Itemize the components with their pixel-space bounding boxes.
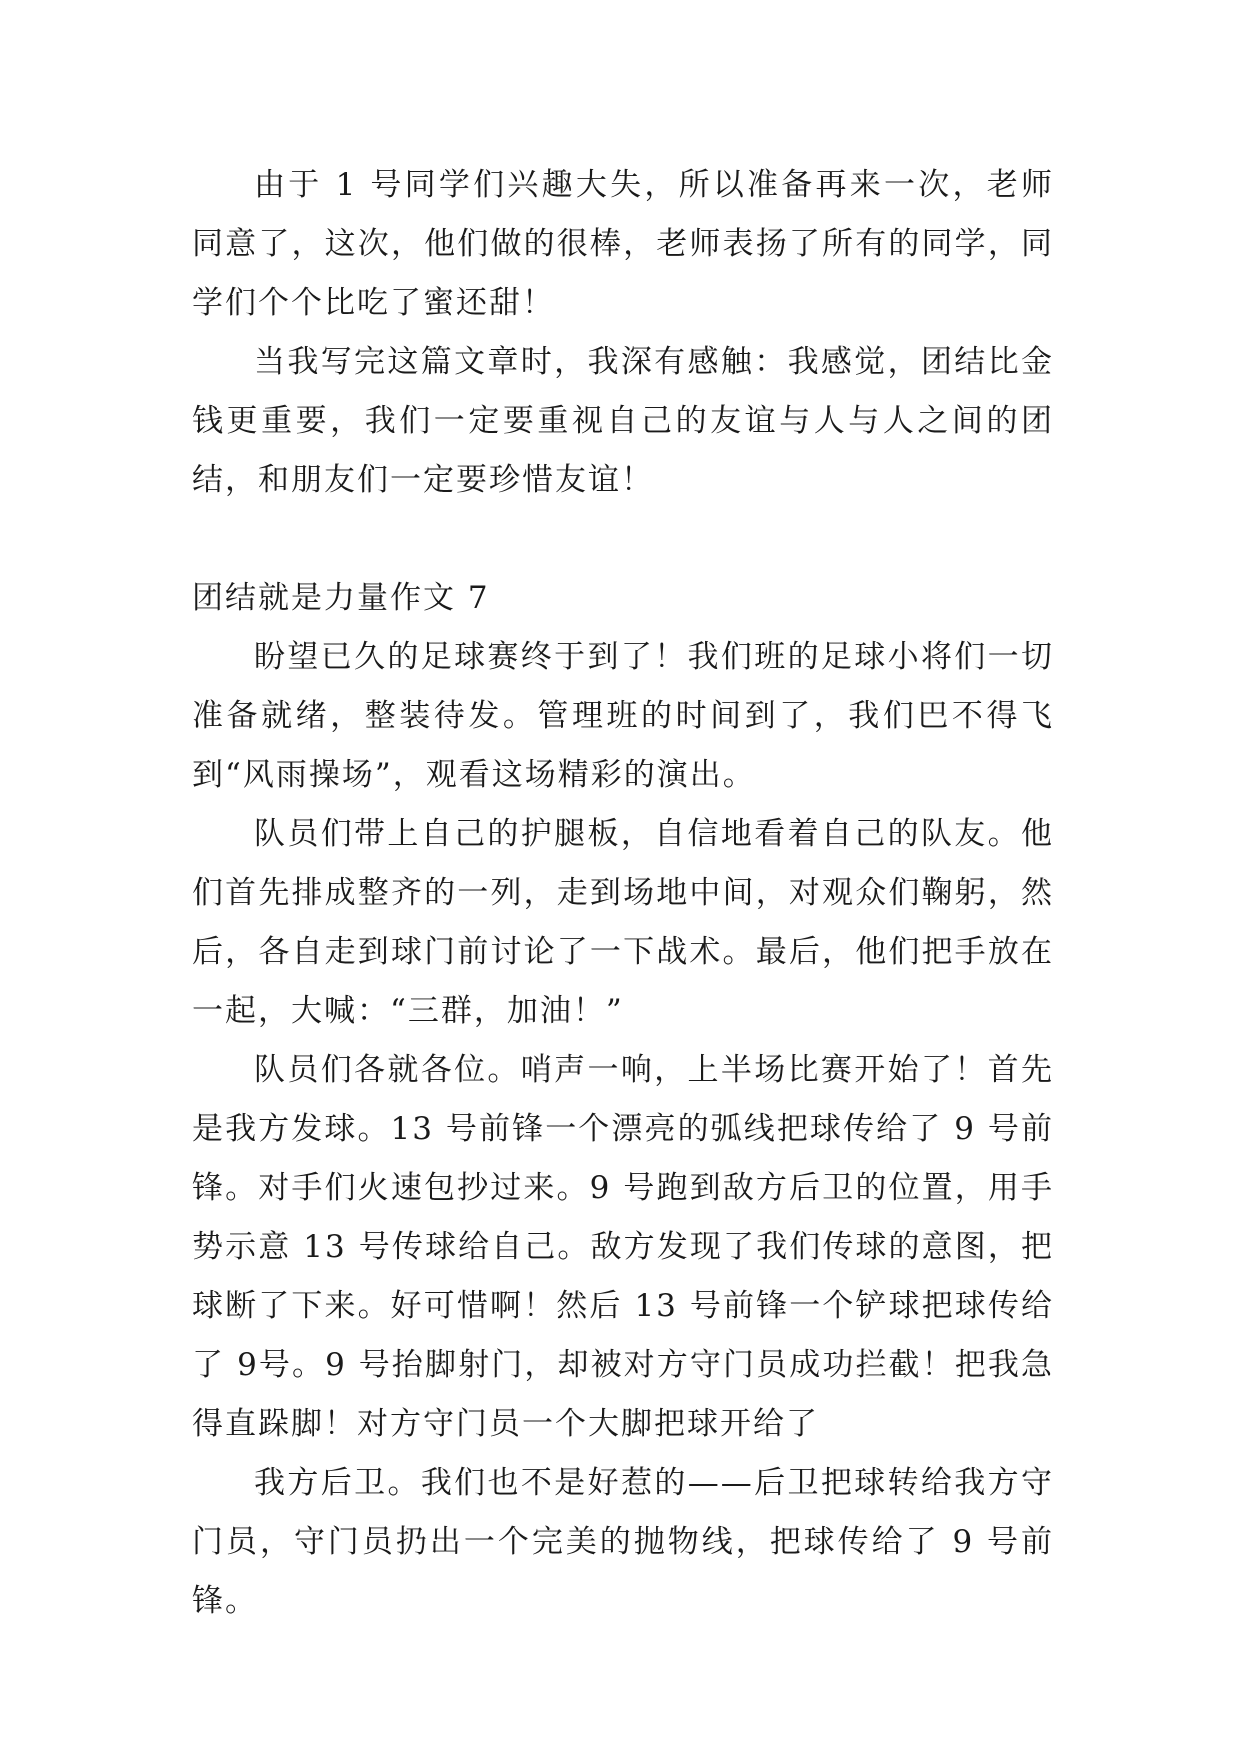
section-title: 团结就是力量作文 7 bbox=[192, 580, 490, 616]
paragraph-6: 我方后卫。我们也不是好惹的——后卫把球转给我方守门员，守门员扔出一个完美的抛物线，把球传给了 9 号前锋。 bbox=[192, 1465, 1054, 1619]
paragraph-2: 当我写完这篇文章时，我深有感触：我感觉，团结比金钱更重要，我们一定要重视自己的友谊与人与人之间的团结，和朋友们一定要珍惜友谊！ bbox=[192, 344, 1054, 498]
paragraph-5: 队员们各就各位。哨声一响，上半场比赛开始了！首先是我方发球。13 号前锋一个漂亮的弧线把球传给了 9 号前锋。对手们火速包抄过来。9 号跑到敌方后卫的位置，用手势示意 13 号传球给自己。敌方发现了我们传球的意图，把球断了下来。好可惜啊！然后 13 号前锋一个铲球把球传给了 9号。9 号抬脚射门，却被对方守门员成功拦截！把我急得直跺脚！对方守门员一个大脚把球开给了 bbox=[192, 1052, 1054, 1442]
document-body bbox=[192, 156, 1054, 1631]
paragraph-4: 队员们带上自己的护腿板，自信地看着自己的队友。他们首先排成整齐的一列，走到场地中间，对观众们鞠躬，然后，各自走到球门前讨论了一下战术。最后，他们把手放在一起，大喊：“三群，加油！” bbox=[192, 816, 1054, 1029]
section-spacer bbox=[192, 510, 1054, 569]
paragraph-3: 盼望已久的足球赛终于到了！我们班的足球小将们一切准备就绪，整装待发。管理班的时间到了，我们巴不得飞到“风雨操场”，观看这场精彩的演出。 bbox=[192, 639, 1054, 793]
paragraph-1: 由于 1 号同学们兴趣大失，所以准备再来一次，老师同意了，这次，他们做的很棒，老师表扬了所有的同学，同学们个个比吃了蜜还甜！ bbox=[192, 167, 1054, 321]
